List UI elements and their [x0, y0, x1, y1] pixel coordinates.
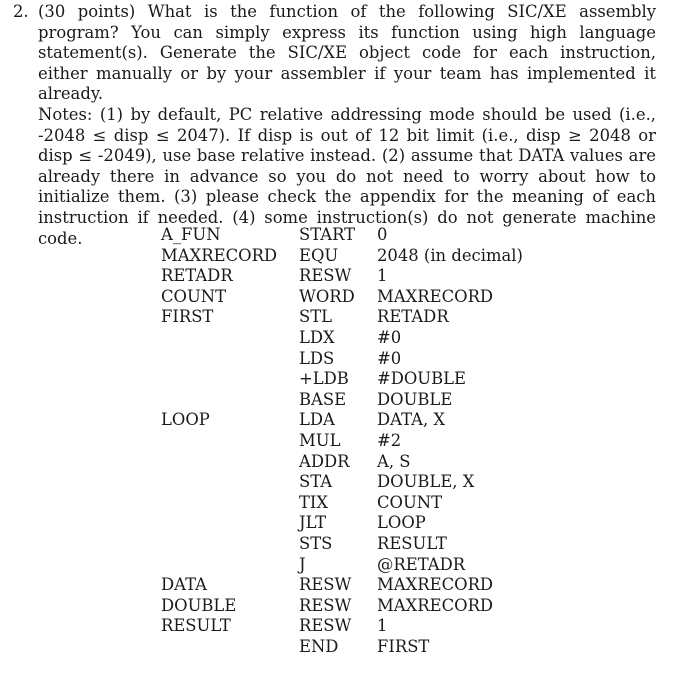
program-label — [161, 349, 299, 370]
program-opcode: EQU — [299, 245, 339, 265]
program-line — [161, 472, 537, 493]
program-label: LOOP — [161, 410, 210, 430]
program-line — [161, 328, 537, 349]
program-operand: #0 — [377, 348, 402, 368]
program-opcode: START — [299, 225, 356, 244]
program-operand: DOUBLE — [377, 389, 453, 409]
program-line — [161, 452, 537, 473]
program-line — [161, 534, 537, 555]
program-line — [161, 637, 537, 658]
program-label: MAXRECORD — [161, 245, 278, 265]
program-operand: COUNT — [377, 492, 443, 512]
program-line — [161, 266, 537, 287]
program-label — [161, 472, 299, 493]
question-prompt: (30 points) What is the function of the following SIC/XE assembly program? You can simply express its function using high language statement(s). Generate the SIC/XE object code for each instruction, either manually or by your assembler if your team has implemented it already. — [38, 2, 656, 104]
program-line — [161, 410, 537, 431]
program-line — [161, 246, 537, 267]
program-label — [161, 493, 299, 514]
program-operand: DATA, X — [377, 410, 446, 430]
program-operand: 0 — [377, 225, 388, 244]
program-operand: #0 — [377, 327, 402, 347]
program-label — [161, 555, 299, 576]
assembly-program-listing — [161, 225, 537, 657]
question-notes: Notes: (1) by default, PC relative addressing mode should be used (i.e., -2048 ≤ disp ≤ 2047). If disp is out of 12 bit limit (i.e., disp ≥ 2048 or disp ≤ -2049), use base relative instead. (2) assume that DATA values are already there in advance so you do not need to worry about how to initialize them. (3) please check the appendix for the meaning of each instruction if needed. (4) some instruction(s) do not generate machine code. — [38, 104, 656, 248]
program-operand: #DOUBLE — [377, 369, 467, 389]
program-opcode: STA — [299, 472, 333, 492]
program-label: DOUBLE — [161, 595, 237, 615]
program-opcode: RESW — [299, 616, 352, 636]
program-operand: @RETADR — [377, 554, 466, 574]
program-label — [161, 369, 299, 390]
program-operand: RETADR — [377, 307, 449, 327]
program-line — [161, 513, 537, 534]
program-opcode: MUL — [299, 430, 341, 450]
program-line — [161, 575, 537, 596]
program-operand: 1 — [377, 266, 388, 286]
program-label — [161, 534, 299, 555]
program-opcode: LDS — [299, 348, 335, 368]
question-block — [13, 2, 656, 249]
program-operand: MAXRECORD — [377, 286, 494, 306]
program-line — [161, 596, 537, 617]
program-opcode: RESW — [299, 266, 352, 286]
program-opcode: +LDB — [299, 369, 349, 389]
program-opcode: BASE — [299, 389, 347, 409]
program-line — [161, 555, 537, 576]
program-label: COUNT — [161, 286, 227, 306]
program-opcode: END — [299, 636, 339, 656]
question-number: 2. — [13, 2, 29, 21]
program-operand: 1 — [377, 616, 388, 636]
program-line — [161, 307, 537, 328]
program-opcode: STS — [299, 533, 333, 553]
program-opcode: J — [299, 554, 306, 574]
program-opcode: RESW — [299, 595, 352, 615]
program-line — [161, 287, 537, 308]
program-label: FIRST — [161, 307, 214, 327]
program-label — [161, 452, 299, 473]
program-operand: DOUBLE, X — [377, 472, 475, 492]
program-operand: LOOP — [377, 513, 426, 533]
program-operand: 2048 (in decimal) — [377, 245, 523, 265]
program-opcode: STL — [299, 307, 333, 327]
program-operand: #2 — [377, 430, 402, 450]
program-line — [161, 390, 537, 411]
program-label: RESULT — [161, 616, 231, 636]
program-opcode: JLT — [299, 513, 327, 533]
program-operand: MAXRECORD — [377, 575, 494, 595]
program-line — [161, 349, 537, 370]
program-operand: FIRST — [377, 636, 430, 656]
program-operand: MAXRECORD — [377, 595, 494, 615]
program-opcode: RESW — [299, 575, 352, 595]
program-label — [161, 513, 299, 534]
program-label — [161, 637, 299, 658]
program-opcode: LDX — [299, 327, 335, 347]
program-line — [161, 616, 537, 637]
program-label: A_FUN — [161, 225, 221, 244]
program-opcode: WORD — [299, 286, 355, 306]
program-label: RETADR — [161, 266, 233, 286]
program-line — [161, 431, 537, 452]
program-label — [161, 328, 299, 349]
program-operand: RESULT — [377, 533, 447, 553]
program-line — [161, 225, 537, 246]
program-opcode: LDA — [299, 410, 335, 430]
program-line — [161, 369, 537, 390]
program-operand: A, S — [377, 451, 411, 471]
program-label: DATA — [161, 575, 207, 595]
program-label — [161, 431, 299, 452]
program-opcode: TIX — [299, 492, 329, 512]
program-line — [161, 493, 537, 514]
program-opcode: ADDR — [299, 451, 350, 471]
program-label — [161, 390, 299, 411]
